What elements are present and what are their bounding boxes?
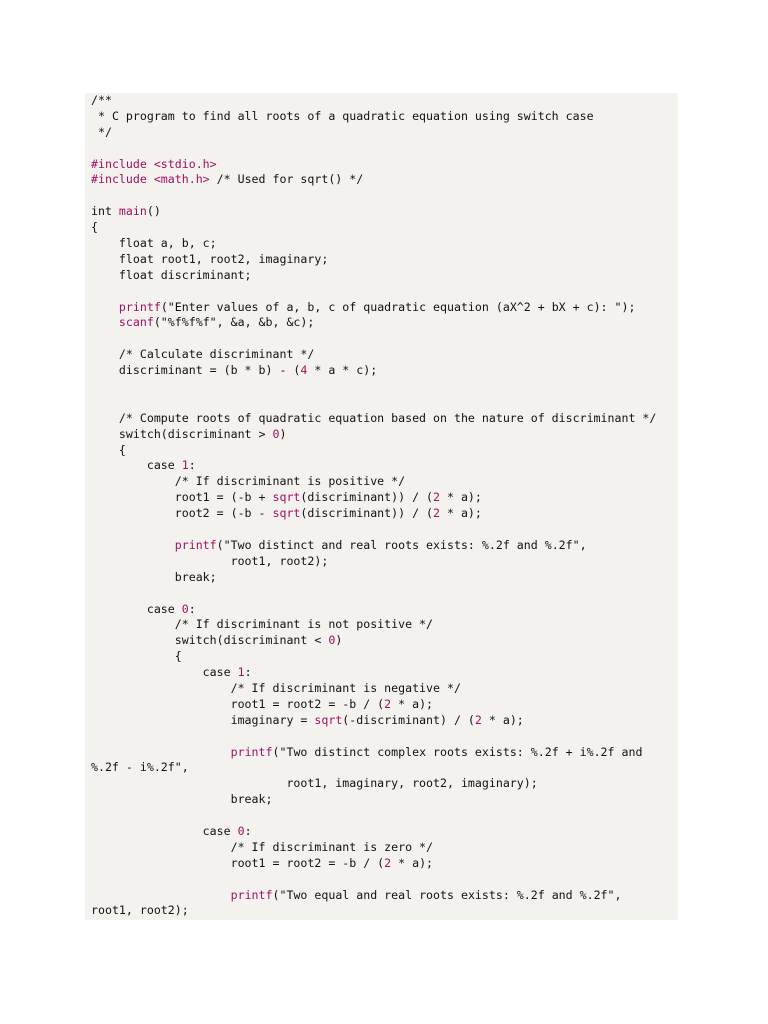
code-token-highlight: #include <stdio.h> — [91, 156, 217, 171]
code-token: () — [146, 204, 161, 219]
code-token: */ — [91, 124, 112, 139]
code-token: : — [244, 665, 252, 680]
code-line — [91, 125, 656, 141]
code-line — [91, 808, 656, 824]
code-token: imaginary = — [91, 712, 315, 727]
code-token-highlight: 2 — [433, 490, 441, 505]
code-token: /* If discriminant is negative */ — [91, 680, 461, 695]
code-line — [91, 363, 656, 379]
code-token: { — [91, 649, 182, 664]
code-line — [91, 204, 656, 220]
code-line — [91, 411, 656, 427]
code-token: * a); — [391, 855, 434, 870]
code-token: /* If discriminant is zero */ — [91, 839, 434, 854]
code-line — [91, 554, 656, 570]
code-token: (discriminant)) / ( — [300, 490, 434, 505]
code-line — [91, 252, 656, 268]
code-line — [91, 697, 656, 713]
code-line — [91, 903, 656, 919]
code-line — [91, 538, 656, 554]
code-token: { — [91, 442, 126, 457]
code-line — [91, 792, 656, 808]
code-token: root1 = root2 = -b / ( — [91, 696, 385, 711]
code-line — [91, 347, 656, 363]
code-token: switch(discriminant < — [91, 633, 329, 648]
code-line — [91, 729, 656, 745]
code-line — [91, 522, 656, 538]
code-token: * a); — [391, 696, 434, 711]
code-token — [91, 315, 119, 329]
code-line — [91, 379, 656, 395]
code-token: ("Enter values of a, b, c of quadratic equation (aX^2 + bX + c): "); — [160, 299, 636, 314]
code-token: /** — [91, 93, 112, 107]
code-token-highlight: 1 — [181, 458, 189, 473]
code-line — [91, 745, 656, 761]
code-token: ) — [279, 426, 287, 441]
code-line — [91, 490, 656, 506]
code-token: case — [91, 601, 182, 616]
code-line — [91, 220, 656, 236]
code-token: * a * c); — [307, 363, 378, 378]
code-token: (discriminant)) / ( — [300, 506, 434, 521]
code-token-highlight: printf — [174, 537, 217, 552]
code-line — [91, 93, 656, 109]
code-token: ("%f%f%f", &a, &b, &c); — [153, 315, 315, 330]
code-token: { — [91, 220, 98, 235]
code-token-highlight: scanf — [118, 315, 154, 330]
code-token-highlight: main — [118, 204, 147, 219]
code-token — [91, 888, 231, 902]
code-token-highlight: printf — [230, 744, 273, 759]
code-token: * C program to find all roots of a quadratic equation using switch case — [91, 108, 594, 123]
code-token-highlight: 4 — [300, 363, 308, 378]
code-line — [91, 586, 656, 602]
code-token-highlight: 2 — [384, 696, 392, 711]
code-line — [91, 649, 656, 665]
code-token: : — [188, 458, 196, 473]
code-line — [91, 236, 656, 252]
code-token: root1 = root2 = -b / ( — [91, 855, 385, 870]
code-token: ) — [335, 633, 343, 648]
code-token: : — [188, 601, 196, 616]
code-token-highlight: 0 — [328, 633, 336, 648]
code-token: /* If discriminant is positive */ — [91, 474, 406, 489]
code-token: root1, root2); — [91, 903, 189, 918]
code-token — [91, 745, 231, 759]
code-line — [91, 188, 656, 204]
code-token: root1, root2); — [91, 553, 329, 568]
code-token: case — [91, 458, 182, 473]
code-line — [91, 665, 656, 681]
code-line — [91, 888, 656, 904]
code-token-highlight: 0 — [237, 823, 245, 838]
code-token — [91, 300, 119, 314]
code-token-highlight: printf — [230, 887, 273, 902]
code-block — [91, 93, 656, 919]
code-token: int — [91, 204, 119, 219]
code-line — [91, 776, 656, 792]
code-line — [91, 872, 656, 888]
code-line — [91, 506, 656, 522]
code-token-highlight: 0 — [181, 601, 189, 616]
code-line — [91, 141, 656, 157]
code-line — [91, 474, 656, 490]
code-token: /* Calculate discriminant */ — [91, 347, 315, 362]
code-token: float discriminant; — [91, 267, 252, 282]
code-token: ("Two distinct and real roots exists: %.2f and %.2f", — [216, 537, 587, 552]
code-token-highlight: sqrt — [314, 712, 343, 727]
code-token: root1 = (-b + — [91, 490, 273, 505]
code-line — [91, 443, 656, 459]
code-token: * a); — [440, 490, 482, 505]
code-token-highlight: 1 — [237, 665, 245, 680]
code-token: root1, imaginary, root2, imaginary); — [91, 776, 538, 791]
code-token: : — [244, 823, 252, 838]
code-token: * a); — [481, 712, 524, 727]
code-line — [91, 824, 656, 840]
code-token: break; — [91, 792, 273, 807]
code-line — [91, 331, 656, 347]
code-token-highlight: sqrt — [272, 506, 301, 521]
code-line — [91, 633, 656, 649]
code-token: switch(discriminant > — [91, 426, 273, 441]
code-line — [91, 570, 656, 586]
code-token-highlight: #include <math.h> — [91, 172, 210, 187]
code-token: %.2f - i%.2f", — [91, 760, 189, 775]
code-line — [91, 602, 656, 618]
code-token-highlight: 2 — [474, 712, 482, 727]
code-line — [91, 109, 656, 125]
code-token-highlight: 2 — [384, 855, 392, 870]
code-token — [91, 538, 175, 552]
code-token: discriminant = (b * b) - ( — [91, 363, 301, 378]
code-token: ("Two equal and real roots exists: %.2f and %.2f", — [272, 887, 622, 902]
code-token: (-discriminant) / ( — [342, 712, 475, 727]
code-line — [91, 760, 656, 776]
code-token: ("Two distinct complex roots exists: %.2f + i%.2f and — [272, 744, 643, 759]
code-line — [91, 284, 656, 300]
code-token: case — [91, 823, 238, 838]
code-token: break; — [91, 569, 217, 584]
code-line — [91, 268, 656, 284]
code-line — [91, 300, 656, 316]
code-line — [91, 713, 656, 729]
code-panel — [85, 93, 678, 920]
code-line — [91, 458, 656, 474]
code-line — [91, 315, 656, 331]
code-line — [91, 395, 656, 411]
code-line — [91, 172, 656, 188]
code-line — [91, 427, 656, 443]
code-token: * a); — [440, 506, 482, 521]
code-token-highlight: 2 — [433, 506, 441, 521]
code-token-highlight: sqrt — [272, 490, 301, 505]
code-token: case — [91, 665, 238, 680]
code-token: float root1, root2, imaginary; — [91, 251, 329, 266]
code-token: /* Compute roots of quadratic equation based on the nature of discriminant */ — [91, 410, 657, 425]
code-line — [91, 617, 656, 633]
code-line — [91, 840, 656, 856]
code-token: /* Used for sqrt() */ — [209, 172, 364, 187]
code-token-highlight: printf — [118, 299, 161, 314]
code-line — [91, 856, 656, 872]
code-token: float a, b, c; — [91, 236, 217, 251]
code-token-highlight: 0 — [272, 426, 280, 441]
code-line — [91, 157, 656, 173]
code-token: /* If discriminant is not positive */ — [91, 617, 434, 632]
code-token: root2 = (-b - — [91, 506, 273, 521]
code-line — [91, 681, 656, 697]
